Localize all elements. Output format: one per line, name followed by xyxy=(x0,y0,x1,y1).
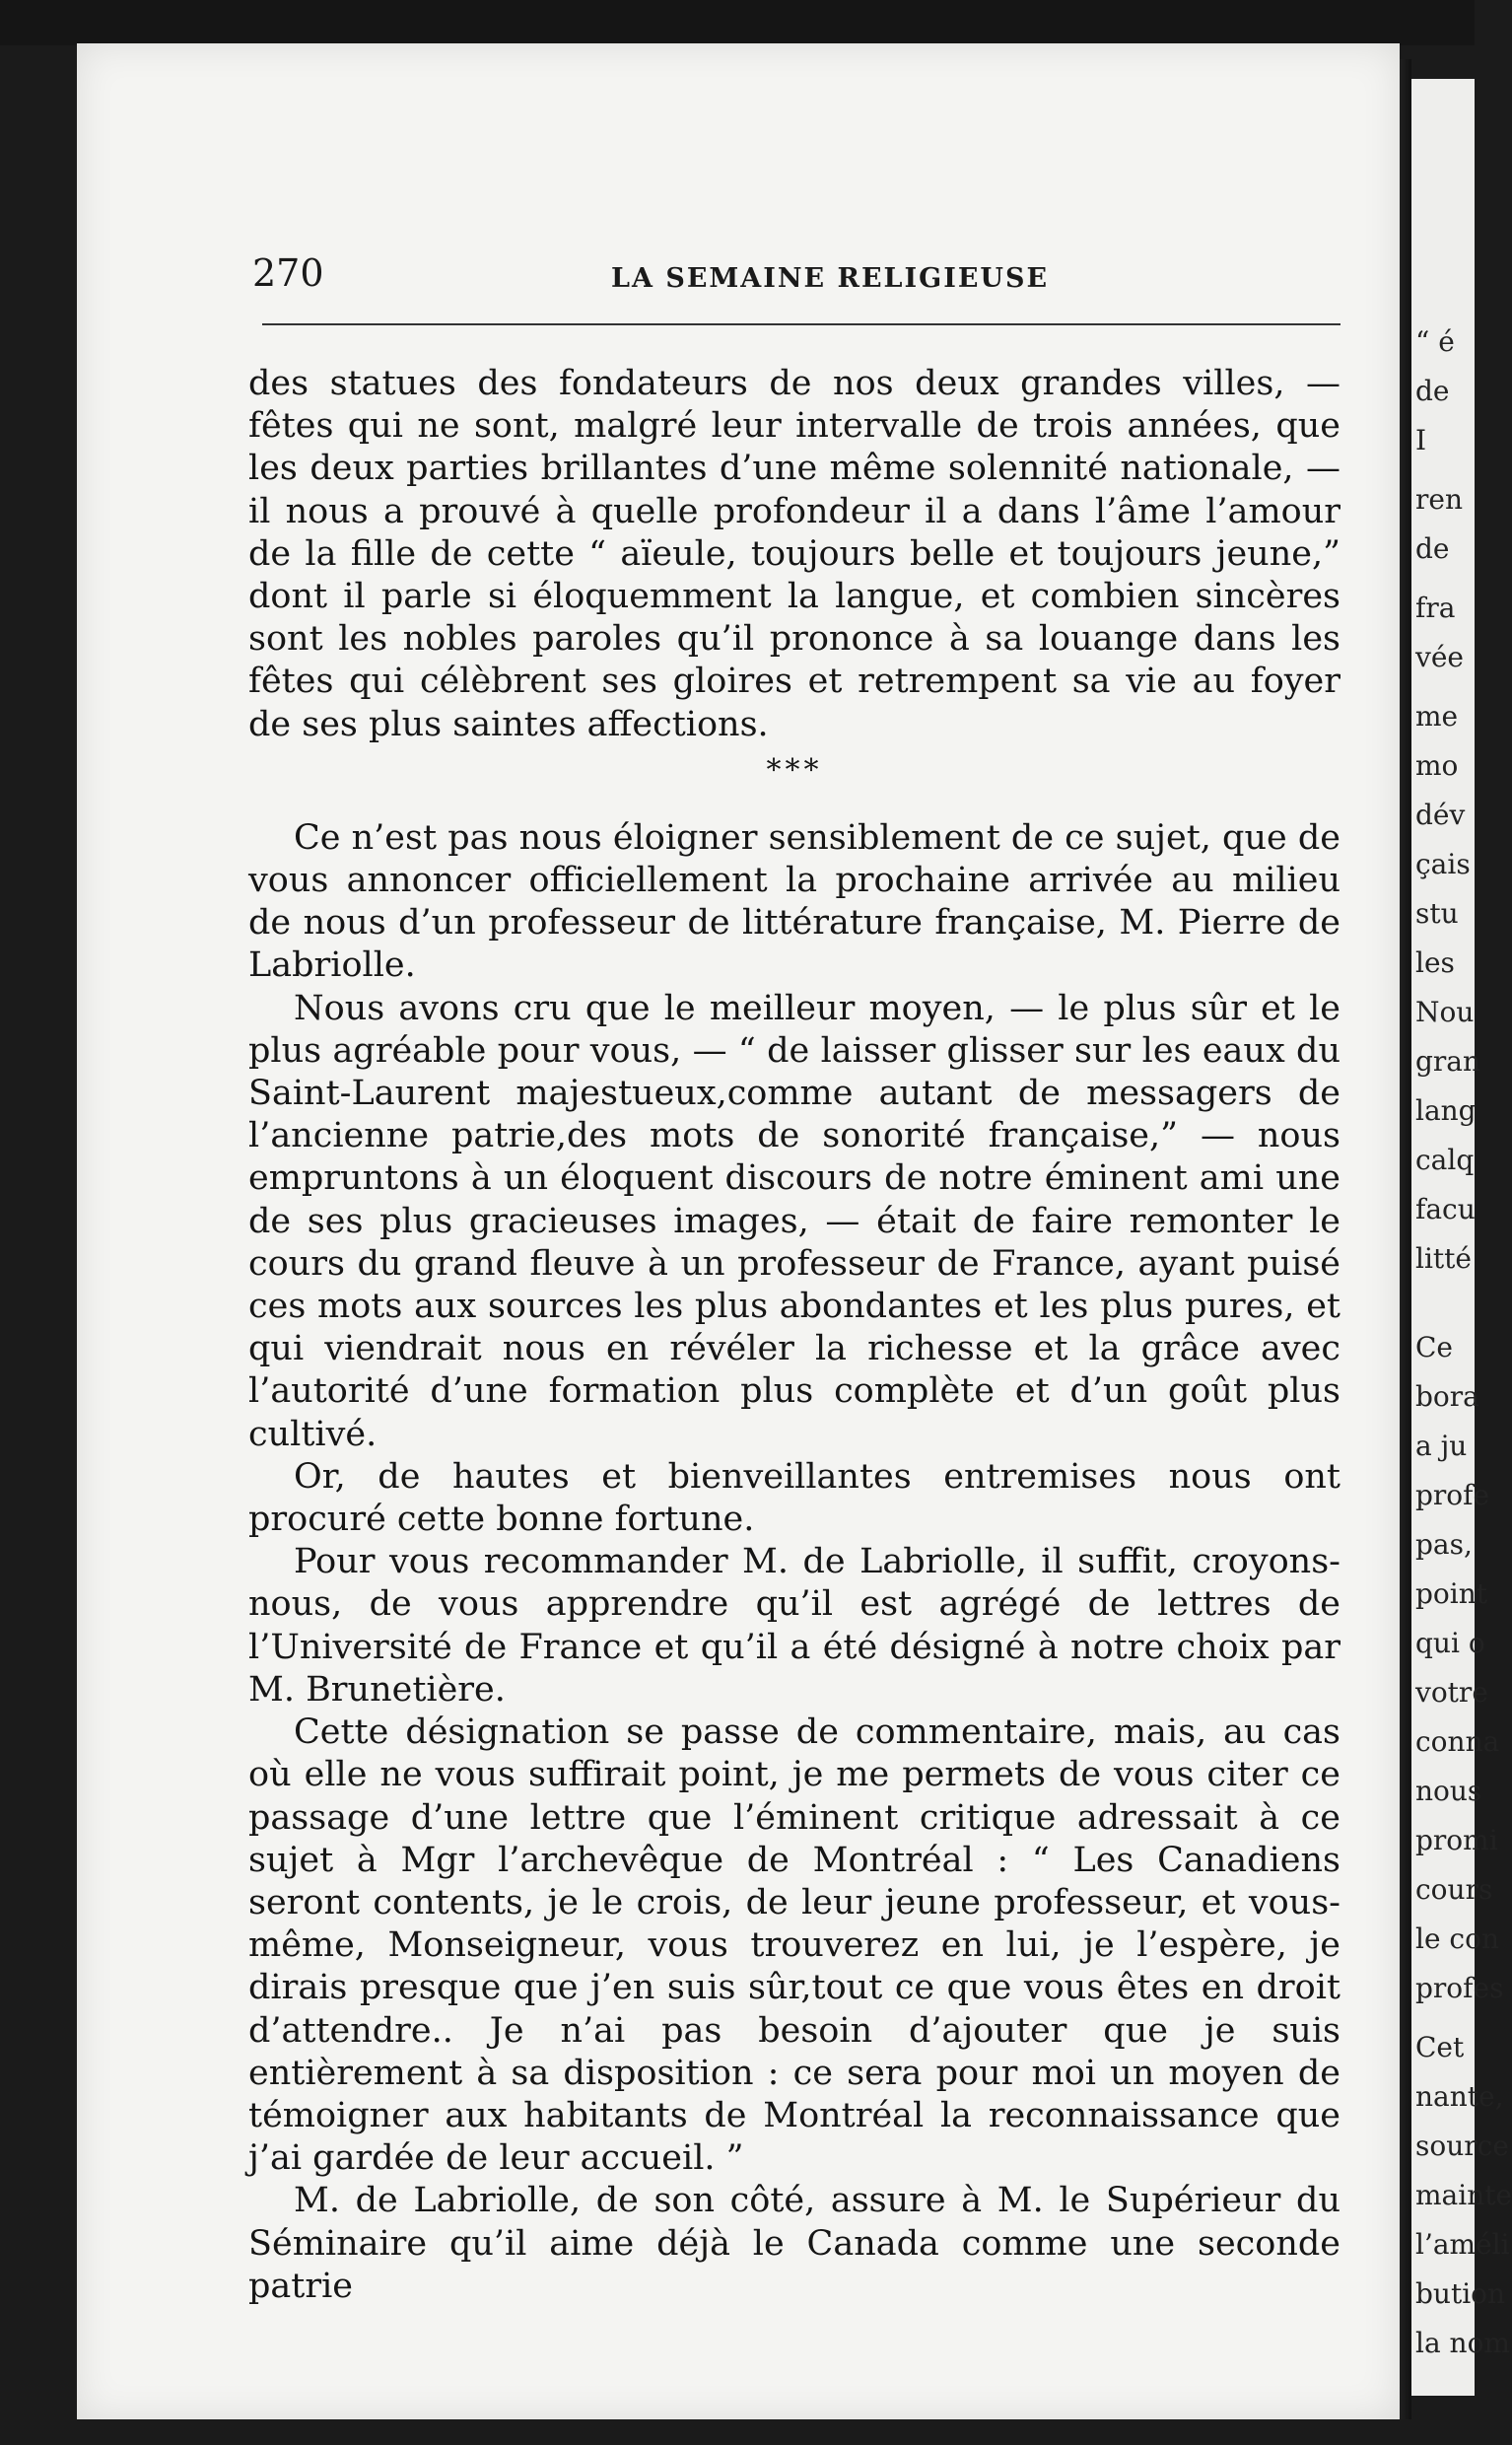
running-title: LA SEMAINE RELIGIEUSE xyxy=(611,263,1050,294)
facing-page-fragment: me xyxy=(1415,700,1459,733)
facing-page-fragment: lang xyxy=(1415,1094,1477,1127)
facing-page-fragment: Cet xyxy=(1415,2031,1465,2063)
facing-page-fragment: pas, xyxy=(1415,1528,1473,1561)
facing-page-fragment: bora xyxy=(1415,1380,1479,1413)
paragraph: Pour vous recommander M. de Labriolle, il suffit, croyons-nous, de vous apprendre qu’il est agrégé de lettres de l’Université de France et qu’il a été désigné à notre choix par M. Brunetière. xyxy=(248,1542,1340,1710)
facing-page-fragment: fra xyxy=(1415,592,1456,624)
facing-page-fragment: çais xyxy=(1415,848,1471,880)
facing-page-fragment: calq xyxy=(1415,1144,1475,1176)
asterism: *** xyxy=(766,752,823,788)
facing-page-fragment: le con xyxy=(1415,1922,1499,1955)
facing-page-fragment: “ é xyxy=(1415,325,1455,358)
paragraph: Ce n’est pas nous éloigner sensiblement de ce sujet, que de vous annoncer officiellement la prochaine arrivée au milieu de nous d’un professeur de littérature française, M. Pierre de Labriolle. xyxy=(248,817,1340,986)
body-text xyxy=(248,363,1340,2308)
section-break-asterism xyxy=(248,752,1340,788)
facing-page-fragment: l’améli xyxy=(1415,2228,1510,2261)
facing-page-fragment: conna xyxy=(1415,1725,1500,1758)
paragraph: Nous avons cru que le meilleur moyen, — le plus sûr et le plus agréable pour vous, — “ de laisser glisser sur les eaux du Saint-Laurent majestueux,comme autant de messagers de l’ancienne patrie,des mots de sonorité française,” — nous empruntons à un éloquent discours de notre éminent ami une de ses plus gracieuses images, — était de faire remonter le cours du grand fleuve à un professeur de France, ayant puisé ces mots aux sources les plus abondantes et les plus pures, et qui viendrait nous en révéler la richesse et la grâce avec l’autorité d’une formation plus complète et d’un goût plus cultivé. xyxy=(248,988,1340,1454)
facing-page-fragment: de xyxy=(1415,375,1450,407)
facing-page-fragment: vée xyxy=(1415,641,1464,673)
facing-page-fragment: dév xyxy=(1415,799,1466,831)
facing-page-fragment: profe xyxy=(1415,1479,1490,1511)
facing-page-fragment: votre xyxy=(1415,1676,1488,1709)
facing-page-fragment: promi xyxy=(1415,1824,1498,1856)
facing-page-fragment: mainte xyxy=(1415,2179,1512,2211)
facing-page-fragment: ren xyxy=(1415,483,1463,516)
header-rule xyxy=(262,323,1340,325)
facing-page-fragment: nous xyxy=(1415,1775,1482,1807)
facing-page-fragment: cours xyxy=(1415,1873,1493,1906)
facing-page-fragment: source xyxy=(1415,2130,1509,2162)
paragraph: Cette désignation se passe de commentaire, mais, au cas où elle ne vous suffirait point, je me permets de vous citer ce passage d’une lettre que l’éminent critique adressait à ce sujet à Mgr l’archevêque de Montréal : “ Les Canadiens seront contents, je le crois, de leur jeune professeur, et vous-même, Monseigneur, vous trouverez en lui, je l’espère, je dirais presque que j’en suis sûr,tout ce que vous êtes en droit d’attendre.. Je n’ai pas besoin d’ajouter que je suis entièrement à sa disposition : ce sera pour moi un moyen de témoigner aux habitants de Montréal la reconnaissance que j’ai gardée de leur accueil. ” xyxy=(248,1712,1340,2179)
page-number: 270 xyxy=(252,251,324,295)
running-head xyxy=(187,251,1340,311)
facing-page-fragment: la nom xyxy=(1415,2327,1510,2359)
facing-page-fragment: profes xyxy=(1415,1972,1504,2004)
facing-page-fragment: gran xyxy=(1415,1045,1481,1078)
facing-page-edge xyxy=(1411,79,1512,2396)
facing-page-fragment: Ce xyxy=(1415,1331,1453,1363)
paragraph: M. de Labriolle, de son côté, assure à M. le Supérieur du Séminaire qu’il aime déjà le Canada comme une seconde patrie xyxy=(248,2181,1340,2306)
facing-page-fragment: de xyxy=(1415,532,1450,565)
facing-page-fragment: a ju xyxy=(1415,1430,1468,1462)
facing-page-fragment: les xyxy=(1415,946,1455,979)
facing-page-fragment: I xyxy=(1415,424,1427,456)
facing-page-fragment: bution xyxy=(1415,2277,1506,2310)
facing-page-fragment: mo xyxy=(1415,749,1459,782)
scan-border-top xyxy=(0,0,1475,45)
facing-page-fragment: litté xyxy=(1415,1242,1472,1275)
facing-page-fragment: qui o xyxy=(1415,1627,1485,1659)
facing-page-fragment: facu xyxy=(1415,1193,1476,1225)
facing-page-fragment: point xyxy=(1415,1577,1488,1610)
paragraph: des statues des fondateurs de nos deux grandes villes, — fêtes qui ne sont, malgré leur intervalle de trois années, que les deux parties brillantes d’une même solennité nationale, — il nous a prouvé à quelle profondeur il a dans l’âme l’amour de la fille de cette “ aïeule, toujours belle et toujours jeune,” dont il parle si éloquemment la langue, et combien sincères sont les nobles paroles qu’il prononce à sa louange dans les fêtes qui célèbrent ses gloires et retrempent sa vie au foyer de ses plus saintes affections. xyxy=(248,364,1340,744)
facing-page-fragment: Nou xyxy=(1415,996,1475,1028)
paragraph: Or, de hautes et bienveillantes entremises nous ont procuré cette bonne fortune. xyxy=(248,1456,1340,1540)
facing-page-fragment: nante, xyxy=(1415,2080,1504,2113)
facing-page-fragment: stu xyxy=(1415,897,1459,930)
scan-border-bottom xyxy=(0,2419,1475,2445)
